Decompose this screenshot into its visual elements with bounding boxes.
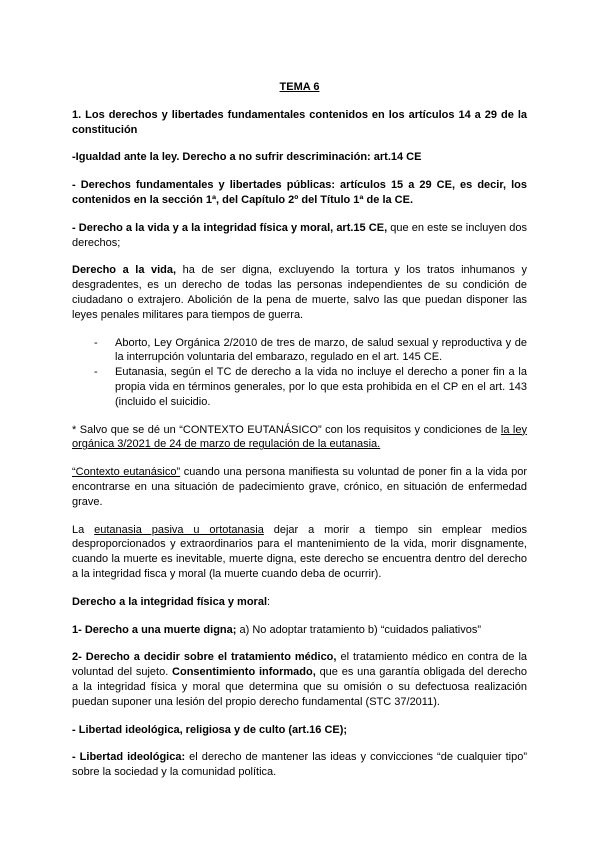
vida-text: ha de ser digna, excluyendo la tortura y los tratos inhumanos y desgradentes, es un derecho de todas las personas independientes de su condición de ciudadano o extrajero. Abolición de la pena de muerte, salvo las que puedan disponer las leyes penales militares para tiempos de guerra. — [72, 264, 527, 321]
point-2-text: el tratamiento médico en contra de la voluntad del sujeto. — [72, 651, 528, 679]
law-link[interactable]: la ley orgánica 3/2021 de 24 de marzo de regulación de la eutanasia. — [72, 423, 527, 451]
freedom-heading-text: - Libertad ideológica, religiosa y de culto (art.16 CE); — [72, 723, 348, 736]
section-heading-text: 1. Los derechos y libertades fundamentales contenidos en los artículos 14 a 29 de la constitución — [72, 108, 527, 136]
context-text: cuando una persona manifiesta su voluntad de poner fin a la vida por encontrarse en una situación de padecimiento grave, crónico, en situación de enfermedad grave. — [72, 466, 527, 508]
point-2-paragraph — [72, 650, 527, 709]
dash-list — [72, 336, 527, 410]
right-to-life-bold: - Derecho a la vida y a la integridad física y moral, art.15 CE, — [72, 221, 388, 234]
right-to-life-text: que en este se incluyen dos derechos; — [72, 221, 527, 249]
equality-paragraph — [72, 150, 527, 165]
integrity-colon: : — [267, 595, 271, 608]
section-heading — [72, 108, 527, 138]
ideological-text: el derecho de mantener las ideas y convicciones “de cualquier tipo” sobre la sociedad y la comunidad política. — [72, 751, 527, 779]
ortotanasia-pre: La — [72, 523, 95, 536]
page-title: TEMA 6 — [279, 81, 320, 93]
note-text: * Salvo que se dé un “CONTEXTO EUTANÁSICO” con los requisitos y condiciones de — [72, 423, 501, 436]
point-1-bold: 1- Derecho a una muerte digna; — [72, 623, 237, 636]
point-1-text: a) No adoptar tratamiento b) “cuidados paliativos” — [236, 623, 482, 636]
right-to-life-intro — [72, 221, 527, 251]
ortotanasia-term: eutanasia pasiva u ortotanasia — [94, 523, 264, 536]
fundamental-rights-text: - Derechos fundamentales y libertades públicas: artículos 15 a 29 CE, es decir, los contenidos en la sección 1ª, del Capítulo 2º del Título 1ª de la CE. — [72, 179, 527, 206]
point-1-paragraph — [72, 623, 527, 638]
freedom-heading — [72, 723, 527, 738]
equality-text: -Igualdad ante la ley. Derecho a no sufrir descriminación: art.14 CE — [72, 151, 422, 164]
ortotanasia-text: dejar a morir a tiempo sin emplear medios desproporcionados y extraordinarios para el mantenimiento de la vida, morir disgnamente, cuando la muerte es inevitable, muerte digna, este derecho se encuentra dentro del derecho a la integridad fisca y moral (la muerte cuando deba de ocurrir). — [72, 523, 527, 580]
ideological-bold: - Libertad ideológica: — [72, 751, 186, 764]
ideological-freedom-paragraph — [72, 750, 527, 780]
integrity-heading-text: Derecho a la integridad física y moral — [72, 595, 268, 608]
context-paragraph — [72, 465, 527, 509]
list-item-eutanasia: - Eutanasia, según el TC de derecho a la vida no incluye el derecho a poner fin a la propia vida en términos generales, por lo que esta prohibida en el CP en el art. 143 (incluido el suicidio. — [94, 365, 527, 409]
document-page — [72, 80, 527, 793]
context-term: “Contexto eutanásico” — [72, 466, 181, 479]
consent-bold: Consentimiento informado, — [172, 666, 316, 679]
list-item-aborto: - Aborto, Ley Orgánica 2/2010 de tres de marzo, de salud sexual y reproductiva y de la interrupción voluntaria del embarazo, regulado en el art. 145 CE. — [94, 336, 527, 366]
point-2-bold: 2- Derecho a decidir sobre el tratamiento médico, — [72, 651, 337, 664]
fundamental-rights-paragraph — [72, 178, 527, 208]
vida-paragraph — [72, 263, 527, 322]
integrity-heading — [72, 595, 527, 610]
ortotanasia-paragraph — [72, 523, 527, 582]
consent-text: que es una garantía obligada del derecho a la integridad física y moral que determina que su omisión o su defectuosa realización puedan suponer una lesión del propio derecho fundamental (STC 37/2011). — [72, 666, 527, 708]
note-paragraph — [72, 423, 527, 453]
vida-bold: Derecho a la vida, — [72, 264, 177, 277]
